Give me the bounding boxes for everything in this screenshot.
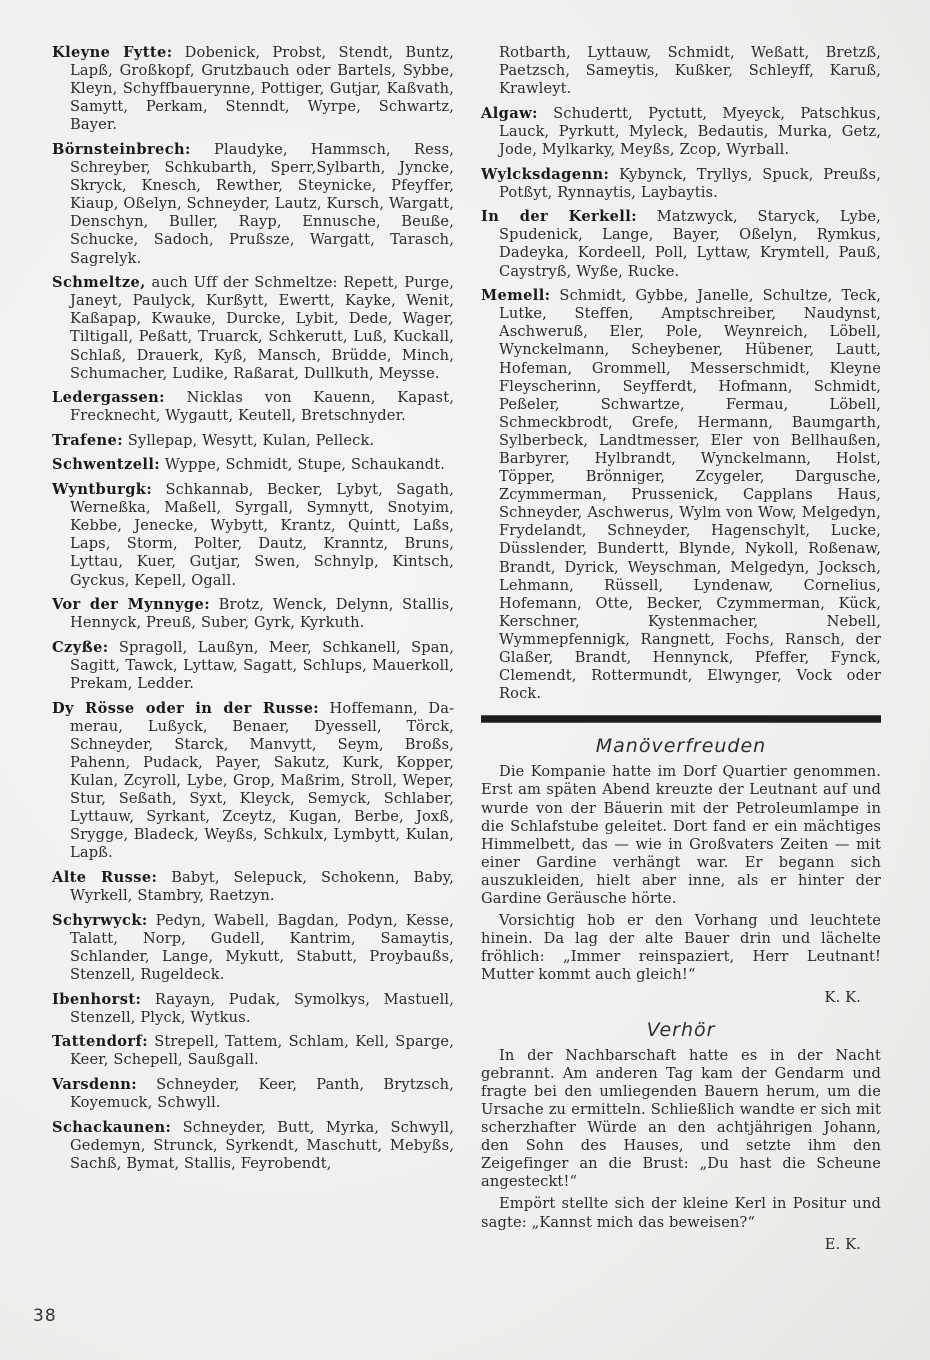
place-entry bbox=[52, 869, 454, 905]
place-name: Schackaunen: bbox=[52, 1118, 172, 1136]
place-entry bbox=[52, 389, 454, 425]
right-column bbox=[481, 44, 881, 1268]
place-name: Czyße: bbox=[52, 638, 109, 656]
place-entry bbox=[52, 991, 454, 1027]
place-entry bbox=[52, 639, 454, 693]
section-divider bbox=[481, 715, 881, 723]
family-names: Babyt, Selepuck, Schokenn, Baby, Wyrkell, Stambry, Raetzyn. bbox=[70, 868, 454, 905]
place-name: Memell: bbox=[481, 287, 551, 305]
place-entry bbox=[52, 1033, 454, 1069]
story-verhoer bbox=[481, 1018, 881, 1254]
place-name: Ibenhorst: bbox=[52, 990, 142, 1008]
family-names: Schneyder, Keer, Panth, Brytzsch, Koyemuck, Schwyll. bbox=[70, 1075, 454, 1111]
family-names: Schkannab, Becker, Lybyt, Sagath, Werneßka, Maßell, Syrgall, Symnytt, Snotyim, Kebbe, Jenecke, Wybytt, Krantz, Quintt, Laßs, Laps, Storm, Polter, Dautz, Kranntz, Bruns, Lyttau, Kuer, Gutjar, Swen, Schnylp, Kintsch, Gyckus, Kepell, Ogall. bbox=[70, 481, 454, 589]
family-names: auch Uff der Schmeltze: Repett, Purge, Janeyt, Paulyck, Kurßytt, Ewertt, Kayke, Wenit, Kaßapap, Kwauke, Durcke, Lybit, Dede, Wager, Tiltigall, Peßatt, Truarck, Schkerutt, Luß, Kuckall, Schlaß, Drauerk, Kyß, Mansch, Brüdde, Minch, Schumacher, Ludike, Raßarat, Dullkuth, Meysse. bbox=[70, 274, 454, 382]
family-names: Matzwyck, Staryck, Lybe, Spudenick, Lange, Bayer, Oßelyn, Rymkus, Dadeyka, Kordeell, Poll, Lyttaw, Krymtell, Pauß, Caystryß, Wyße, Rucke. bbox=[499, 208, 881, 280]
continued-names: Rotbarth, Lyttauw, Schmidt, Weßatt, Bretzß, Paetzsch, Sameytis, Kußker, Schleyff, Karuß, Krawleyt. bbox=[499, 44, 881, 98]
place-entry bbox=[52, 596, 454, 632]
story-paragraph: Empört stellte sich der kleine Kerl in Positur und sagte: „Kannst mich das beweisen?“ bbox=[481, 1195, 881, 1231]
story-paragraph: In der Nachbarschaft hatte es in der Nacht gebrannt. Am anderen Tag kam der Gendarm und fragte bei den umliegenden Bauern herum, um die Ursache zu ermitteln. Schließlich wandte er sich mit scherzhafter Würde an den achtjährigen Johann, den Sohn des Hauses, und setzte ihm den Zeigefinger an die Brust: „Du hast die Scheune angesteckt!“ bbox=[481, 1046, 881, 1191]
story-paragraph: Vorsichtig hob er den Vorhang und leuchtete hinein. Da lag der alte Bauer drin und lächelte fröhlich: „Immer reinspaziert, Herr Leutnant! Mutter kommt auch gleich!“ bbox=[481, 912, 881, 984]
place-entry bbox=[52, 481, 454, 590]
family-names: Rayayn, Pudak, Symolkys, Mastuell, Stenzell, Plyck, Wytkus. bbox=[70, 990, 454, 1026]
family-names: Schneyder, Butt, Myrka, Schwyll, Gedemyn, Strunck, Syrkendt, Maschutt, Mebyßs, Sachß, Bymat, Stallis, Feyrobendt, bbox=[70, 1118, 454, 1172]
family-names: Brotz, Wenck, Delynn, Stallis, Hennyck, Preuß, Suber, Gyrk, Kyrkuth. bbox=[70, 596, 454, 632]
place-name: Börnsteinbrech: bbox=[52, 140, 191, 158]
place-entry bbox=[52, 700, 454, 863]
place-name: Vor der Mynnyge: bbox=[52, 596, 210, 614]
place-name: Tattendorf: bbox=[52, 1033, 148, 1051]
family-names: Hoffemann, Damerau, Lußyck, Benaer, Dyessell, Törck, Schneyder, Starck, Manvytt, Seym, Broßs, Pahenn, Pudack, Payer, Sakutz, Kurk, Kopper, Kulan, Zcyroll, Lybe, Grop, Maßrim, Stroll, Weper, Stur, Seßath, Syxt, Kleyck, Semyck, Schlaber, Lyttauw, Syrkant, Zceytz, Kugan, Berbe, Joxß, Srygge, Bladeck, Weyßs, Schkulx, Lymbytt, Kulan, Lapß. bbox=[70, 699, 455, 862]
story-manoeverfreuden bbox=[481, 737, 881, 1006]
family-names: Schudertt, Pyctutt, Myeyck, Patschkus, Lauck, Pyrkutt, Myleck, Bedautis, Murka, Getz, Jode, Mylkarky, Meyßs, Zcop, Wyrball. bbox=[499, 104, 881, 158]
place-entry bbox=[52, 141, 454, 268]
place-entry bbox=[481, 287, 881, 703]
place-name: Schmeltze, bbox=[52, 274, 146, 292]
place-name: Schyrwyck: bbox=[52, 911, 148, 929]
place-entry bbox=[481, 208, 881, 280]
place-entry bbox=[52, 44, 454, 134]
place-name: Algaw: bbox=[481, 104, 538, 122]
page-number: 38 bbox=[33, 1306, 57, 1326]
place-name: Schwentzell: bbox=[52, 456, 161, 474]
place-name: Trafene: bbox=[52, 431, 123, 449]
family-names: Strepell, Tattem, Schlam, Kell, Sparge, Keer, Schepell, Saußgall. bbox=[70, 1033, 454, 1069]
place-entry bbox=[52, 274, 454, 383]
place-entry bbox=[52, 1119, 454, 1173]
story-title: Manöverfreuden bbox=[595, 735, 767, 758]
author-initials: E. K. bbox=[824, 1235, 861, 1253]
place-name: Varsdenn: bbox=[52, 1075, 138, 1093]
family-names: Schmidt, Gybbe, Janelle, Schultze, Teck, Lutke, Steffen, Amptschreiber, Naudynst, Aschweruß, Eler, Pole, Weynreich, Löbell, Wynckelmann, Scheybener, Hübener, Lautt, Hofeman, Grommell, Messerschmidt, Kleyne Fleyscherinn, Seyfferdt, Hofmann, Schmidt, Peßeler, Schwartze, Fermau, Löbell, Schmeckbrodt, Grefe, Hermann, Baumgarth, Sylberbeck, Landtmesser, Eler von Bellhaußen, Barbyrer, Hylbrandt, Wynckelmann, Holst, Töpper, Brönniger, Zcygeler, Dargusche, Zcymmerman, Prussenick, Capplans Haus, Schneyder, Aschwerus, Wylm von Wow, Melgedyn, Frydelandt, Schneyder, Hagenschylt, Lucke, Düsslender, Bundertt, Blynde, Nykoll, Roßenaw, Brandt, Dyrick, Weyschman, Melgedyn, Jocksch, Lehmann, Rüssell, Lyndenaw, Cornelius, Hofemann, Otte, Becker, Czymmerman, Kück, Kerschner, Kystenmacher, Nebell, Wymmepfennigk, Rangnett, Fochs, Ransch, der Glaßer, Brandt, Hennynck, Pfeffer, Fynck, Clemendt, Rottermundt, Elwynger, Vock oder Rock. bbox=[499, 287, 881, 703]
place-entry bbox=[52, 1076, 454, 1112]
author-initials: K. K. bbox=[824, 988, 861, 1006]
family-names: Pedyn, Wabell, Bagdan, Podyn, Kesse, Talatt, Norp, Gudell, Kantrim, Samaytis, Schlander, Lange, Mykutt, Stabutt, Proybaußs, Stenzell, Rugeldeck. bbox=[70, 911, 455, 983]
family-names: Syllepap, Wesytt, Kulan, Pelleck. bbox=[127, 431, 375, 449]
family-names: Dobenick, Probst, Stendt, Buntz, Lapß, Großkopf, Grutzbauch oder Bartels, Sybbe, Kleyn, Schyffbauerynne, Pottiger, Gutjar, Kaßvath, Samytt, Perkam, Stenndt, Wyrpe, Schwartz, Bayer. bbox=[70, 44, 454, 134]
story-paragraph: Die Kompanie hatte im Dorf Quartier genommen. Erst am späten Abend kreuzte der Leutnant auf und wurde von der Bäuerin mit der Petroleumlampe in die Schlafstube geleitet. Dort fand er ein mächtiges Himmelbett, das — wie in Großvaters Zeiten — mit einer Gardine verhängt war. Er begann sich auszukleiden, hielt aber inne, als er hinter der Gardine Geräusche hörte. bbox=[481, 763, 881, 908]
family-names: Spragoll, Laußyn, Meer, Schkanell, Span, Sagitt, Tawck, Lyttaw, Sagatt, Schlups, Mauerkoll, Prekam, Ledder. bbox=[70, 638, 454, 692]
family-names: Wyppe, Schmidt, Stupe, Schaukandt. bbox=[164, 456, 446, 474]
place-name: Ledergassen: bbox=[52, 389, 165, 407]
place-entry bbox=[52, 456, 454, 474]
family-names: Kybynck, Tryllys, Spuck, Preußs, Potßyt, Rynnaytis, Laybaytis. bbox=[499, 165, 881, 201]
place-name: Kleyne Fytte: bbox=[52, 44, 173, 61]
place-name: Wyntburgk: bbox=[52, 481, 153, 499]
place-name: Alte Russe: bbox=[52, 868, 158, 886]
place-entry bbox=[52, 912, 454, 984]
place-entry bbox=[481, 166, 881, 202]
place-name: In der Kerkell: bbox=[481, 208, 637, 226]
place-name: Dy Rösse oder in der Russe: bbox=[52, 699, 320, 717]
story-title: Verhör bbox=[646, 1018, 716, 1041]
place-entry bbox=[52, 432, 454, 450]
family-names: Plaudyke, Hammsch, Ress, Schreyber, Schkubarth, Sperr,Sylbarth, Jyncke, Skryck, Knesch, Rewther, Steynicke, Pfeyffer, Kiaup, Oßelyn, Schneyder, Lautz, Kursch, Wargatt, Denschyn, Buller, Rayp, Ennusche, Beuße, Schucke, Sadoch, Prußsze, Wargatt, Tarasch, Sagrelyk. bbox=[70, 140, 455, 267]
family-names: Nicklas von Kauenn, Kapast, Frecknecht, Wygautt, Keutell, Bretschnyder. bbox=[70, 389, 454, 425]
place-entry bbox=[481, 105, 881, 159]
place-name: Wylcksdagenn: bbox=[481, 165, 610, 183]
left-column bbox=[52, 44, 454, 1179]
